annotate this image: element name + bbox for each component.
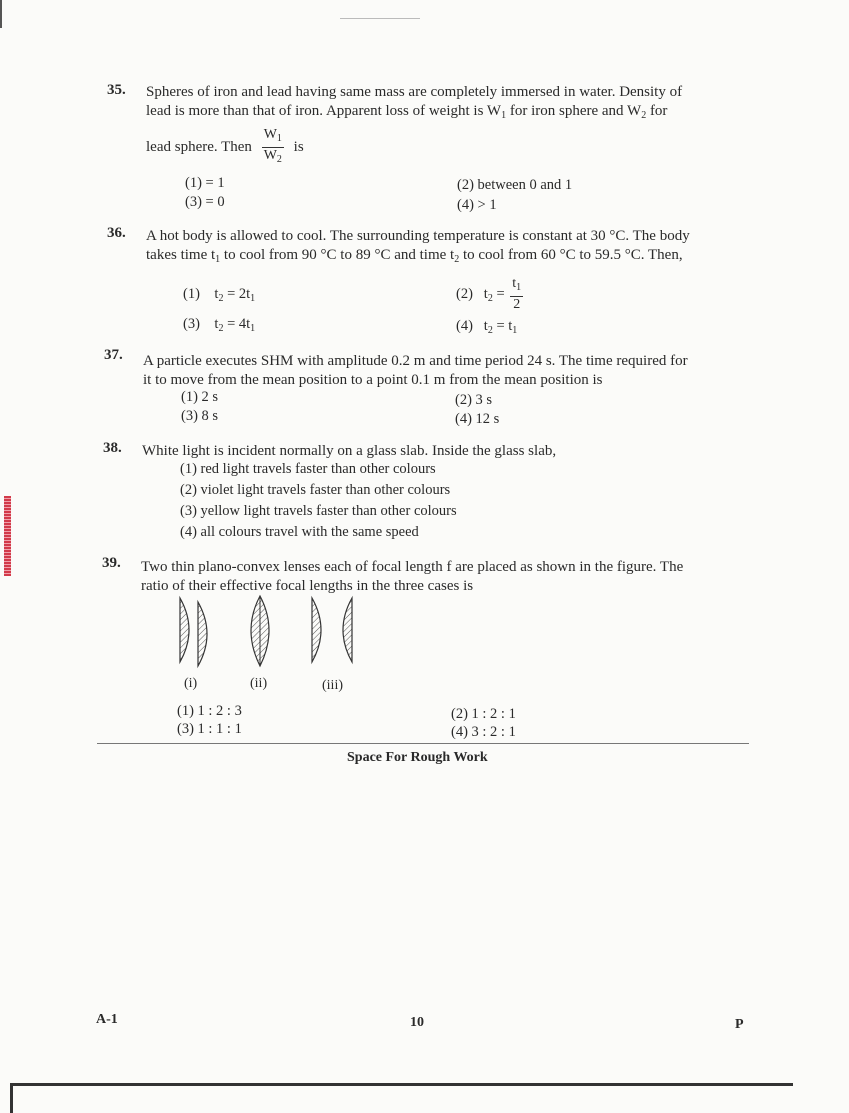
lens-i-left	[180, 598, 189, 662]
option: (3) = 0	[185, 194, 225, 210]
option: (1) = 1	[185, 175, 225, 191]
option: (4) > 1	[457, 197, 497, 213]
bottom-left-mark	[10, 1083, 13, 1113]
question-line: A hot body is allowed to cool. The surrounding temperature is constant at 30 °C. The body	[146, 228, 690, 244]
option: (3) yellow light travels faster than other colours	[180, 503, 457, 519]
question-number: 39.	[102, 555, 121, 571]
option: (1) $t_2 = 2t_1$	[183, 286, 256, 304]
lens-i-right	[198, 602, 207, 666]
question-text	[146, 227, 766, 269]
bottom-rule	[10, 1083, 793, 1086]
question-text	[146, 83, 766, 125]
option: (2) 1 : 2 : 1	[451, 706, 516, 722]
fraction: $\frac{t_1}{2}$	[512, 276, 522, 312]
question-line: it to move from the mean position to a point 0.1 m from the mean position is	[143, 372, 603, 388]
question-text: White light is incident normally on a glass slab. Inside the glass slab,	[142, 443, 557, 459]
question-line: lead sphere. Then $\frac{W_1}{W_2}$ is	[146, 127, 304, 168]
divider	[97, 743, 749, 744]
figure-label: (i)	[184, 676, 198, 691]
question-number: 36.	[107, 225, 126, 241]
question-line: lead is more than that of iron. Apparent loss of weight is $W_1$ for iron sphere and $W_2$ for	[146, 103, 668, 121]
figure-label: (ii)	[250, 676, 268, 691]
option: (1) red light travels faster than other colours	[180, 461, 436, 477]
option: (4) 3 : 2 : 1	[451, 724, 516, 740]
left-red-marker	[4, 496, 11, 576]
question-text	[143, 352, 763, 390]
question-number: 35.	[107, 82, 126, 98]
option: (4) all colours travel with the same speed	[180, 524, 419, 540]
option: (2) $t_2$ = $\frac{t_1}{2}$	[456, 276, 522, 312]
option: (3) $t_2 = 4t_1$	[183, 316, 256, 334]
left-edge-mark	[0, 0, 2, 28]
option: (3) 1 : 1 : 1	[177, 721, 242, 737]
lens-iii-right	[343, 598, 352, 662]
footer-code: A-1	[96, 1012, 118, 1027]
option: (2) violet light travels faster than other colours	[180, 482, 451, 498]
question-line: Spheres of iron and lead having same mass are completely immersed in water. Density of	[146, 84, 683, 100]
option: (2) between 0 and 1	[457, 177, 573, 193]
option: (1) 1 : 2 : 3	[177, 703, 242, 719]
page-number: 10	[410, 1015, 424, 1030]
option: (3) 8 s	[181, 408, 219, 424]
question-line: ratio of their effective focal lengths in the three cases is	[141, 578, 474, 594]
option: (4) 12 s	[455, 411, 500, 427]
fraction: $\frac{W_1}{W_2}$	[263, 127, 282, 165]
top-rule	[340, 18, 420, 19]
option: (2) 3 s	[455, 392, 493, 408]
option: (4) $t_2 = t_1$	[456, 318, 518, 336]
lens-figure	[170, 590, 370, 674]
lens-iii-left	[312, 598, 321, 662]
figure-label: (iii)	[322, 678, 343, 693]
question-number: 38.	[103, 440, 122, 456]
question-line: Two thin plano-convex lenses each of focal length f are placed as shown in the figure. The	[141, 559, 684, 575]
question-line: takes time $t_1$ to cool from 90 °C to 89 °C and time $t_2$ to cool from 60 °C to 59.5 °C. Then,	[146, 247, 683, 265]
option: (1) 2 s	[181, 389, 219, 405]
footer-set: P	[735, 1017, 744, 1032]
question-number: 37.	[104, 347, 123, 363]
rough-work-heading: Space For Rough Work	[347, 750, 488, 765]
question-line: A particle executes SHM with amplitude 0.2 m and time period 24 s. The time required for	[143, 353, 688, 369]
